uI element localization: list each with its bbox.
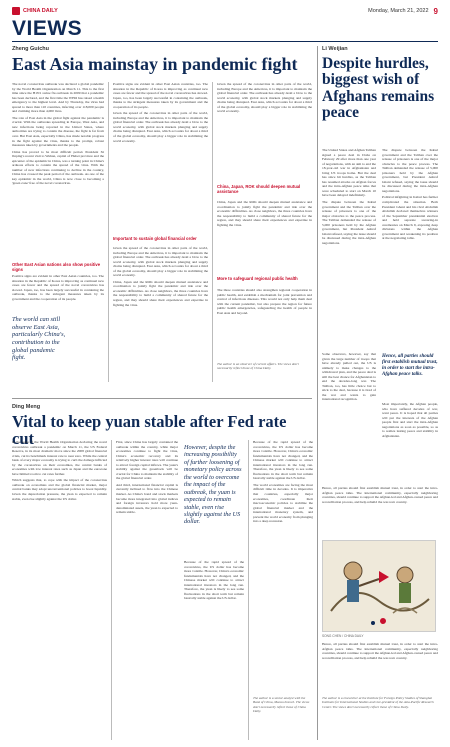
editorial-cartoon: [322, 540, 436, 632]
article-column: [113, 246, 208, 382]
section-rule: [12, 41, 438, 42]
article-column: [116, 440, 178, 740]
subhead: Important to sustain global financial order: [113, 236, 197, 241]
cartoon-illustration-icon: [323, 541, 436, 632]
article-column: [217, 288, 312, 358]
author-note: The author is an observer of current affairs. The views don't necessarily reflect those of China Daily.: [217, 362, 299, 371]
article-column: [382, 402, 438, 482]
headline-afghan: Despite hurdles, biggest wish of Afghans remains peace: [322, 55, 435, 121]
article-divider: [12, 398, 312, 399]
paragraph: Because of the rapid spread of the coronavirus, the US dollar has become more volatile. However, China's economic fundamentals have not changed, and the Chinese market will continue to attract international investors in the long run. Therefore, the yuan is likely to see some fluctuations in the short term but remain basically stable against the US dollar.: [253, 440, 313, 481]
paper-logo-icon: [12, 7, 20, 15]
paragraph: Political infighting in Kabul has further complicated the situation. Both President Ghani and his rival Abdullah Abdullah declared themselves winners of the September presidential election and held separate swearing-in ceremonies on March 9, exposing deep divisions within the Afghan government and weakening its position at the negotiating table.: [382, 195, 438, 241]
pull-quote: However, despite the increasing possibility of further loosening of monetary policy across the world to overcome the impact of the outbreak, the yuan is expected to remain stable, even rise slightly against the US dollar.: [184, 444, 242, 526]
subhead: More to safeguard regional public health: [217, 276, 298, 281]
headline-fed: Vital to keep yuan stable after Fed rate cut: [12, 412, 287, 449]
headline-pandemic: East Asia mainstay in pandemic fight: [12, 54, 298, 74]
page-header-bar: [12, 6, 438, 16]
paragraph: China, Japan and the ROK should deepen mutual assistance and coordination to jointly fight the pandemic and tide over the economic difficulties. As close neighbors, the three countries have the responsibility to build a community of shared future for the region, and they should share their experiences and expertise in fighting the virus.: [217, 200, 312, 227]
author-note: The author is a senior analyst with the Bank of China, Macau branch. The views don't necessarily reflect those of China Daily.: [253, 696, 310, 714]
paragraph: The novel coronavirus outbreak was declared a global pandemic by the World Health Organization on March 11. This is the first time since the H1N1 swine flu outbreak in 2009 that a pandemic has been declared, and the first time the WHO has raised a health emergency to the highest level. And by Thursday, the virus had spread to more than 110 countries, infecting over 118,000 people and claiming more than 4,000 lives.: [12, 82, 104, 114]
paragraph: Positive signs are evident in other East Asian countries, too. The situation in the Republic of Korea is improving as continual new cases are fewer and the spread of the novel coronavirus has slowed. Japan, too, has been largely successful in containing the outbreak, thanks to the stringent measures taken by its government and the cooperation of its people.: [12, 274, 104, 301]
column-divider: [248, 440, 249, 740]
paragraph: Hence, all parties should first establish mutual trust, in order to start the intra-Afghan peace talks. The international community, especially neighboring countries, should continue to support the Afghan-led and Afghan-owned peace and reconciliation process, and help rebuild the war-torn country.: [322, 642, 438, 660]
column-divider: [212, 82, 213, 382]
article-column: [322, 642, 438, 692]
article-column: [12, 440, 107, 740]
paragraph: China, Japan and the ROK should deepen mutual assistance and coordination to jointly fight the pandemic and tide over the economic difficulties. As close neighbors, the three countries have the responsibility to build a community of shared future for the region, and they should share their experiences and expertise in fighting the virus.: [113, 279, 208, 307]
subhead: Other East Asian nations also show positive signs: [12, 262, 101, 272]
article-column: [322, 148, 376, 348]
article-column: [217, 82, 312, 180]
paragraph: China has proved to be most difficult period. President Xi Jinping's recent visit to Wuhan, capital of Hubei province and the epicenter of the epidemic in China, was a turning point in China's arduous efforts to contain the spread of the virus. With the number of new infections continuing to decline in the country, China has crossed the peak period of the outbreak. As one of the key epidemic in the world, China is now close to becoming a 'green zone' free of the novel coronavirus.: [12, 149, 104, 186]
paragraph: Most importantly, the Afghan people, who have suffered decades of war, want peace. It is hoped that all parties will put the interests of the Afghan people first and start the intra-Afghan negotiations as soon as possible, so as to realize lasting peace and stability in Afghanistan.: [382, 402, 438, 438]
masthead-logo: [12, 7, 58, 15]
author-note: The author is a researcher at the Institute for Foreign Policy Studies of Shanghai Institutes for International Studies and vice-president of the Asia-Pacific Research Center. The views don't necessarily reflect those of China Daily.: [322, 696, 434, 709]
subhead: China, Japan, ROK should deepen mutual assistance: [217, 184, 301, 194]
article-column: [253, 440, 313, 692]
paragraph: Because of the rapid spread of the coronavirus, the US dollar has become more volatile. However, China's economic fundamentals have not changed, and the Chinese market will continue to attract international investors in the long run. Therefore, the yuan is likely to see some fluctuations in the short term but remain basically stable against the US dollar.: [184, 560, 244, 601]
paragraph: Positive signs are evident in other East Asian countries, too. The situation in the Republic of Korea is improving as continual new cases are fewer and the spread of the novel coronavirus has slowed. Japan, too, has been largely successful in containing the outbreak, thanks to the stringent measures taken by its government and the cooperation of its people.: [113, 82, 208, 109]
byline-fed: Ding Meng: [12, 404, 41, 410]
article-column: [382, 148, 438, 348]
article-column: [184, 560, 244, 740]
paragraph: Hence, all parties should first establish mutual trust, in order to start the intra-Afghan peace talks. The international community, especially neighboring countries, should continue to support the Afghan-led and Afghan-owned peace and reconciliation process, and help rebuild the war-torn country.: [322, 486, 438, 504]
page-number: 9: [433, 6, 438, 16]
article-column: [322, 352, 376, 482]
paragraph: Some observers, however, say that given the large number of troops that have already pulled out, the US is unlikely to make changes to the withdrawal plan, and the peace deal is still the best chance for Afghanistan to end the decades-long war. The Taliban, too, has little choice but to stick to the deal, because it is tired of the war and wants to gain international recognition.: [322, 352, 376, 402]
cartoon-credit: SONG CHEN / CHINA DAILY: [322, 634, 364, 638]
column-divider: [317, 46, 318, 740]
paragraph: In the wake of the World Health Organization declaring the novel coronavirus outbreak a pandemic on March 11, the US Federal Reserve, in its most dramatic move since the 2008 global financial crisis, cut its benchmark interest rate to near zero. While the central bank of every major economy is trying to curb the damage inflicted by the coronavirus on their economies, the central banks of economies with low interest rates such as Japan and the eurozone have limited room to cut rates further.: [12, 440, 107, 476]
paragraph: Given the spread of the coronavirus in other parts of the world, including Europe and the Americas, it is important to maintain the global financial order. The outbreak has already dealt a blow to the world economy, with global stock markets plunging and supply chains being disrupted. East Asia, which accounts for about a third of the global economy, should play a bigger role in stabilizing the world economy.: [113, 111, 208, 143]
paragraph: The dispute between the Kabul government and the Taliban over the release of prisoners is one of the major obstacles to the peace process. The Taliban demanded the release of 5,000 prisoners held by the Afghan government, but President Ashraf Ghani refused, saying the issue should be discussed during the intra-Afghan negotiations.: [382, 148, 438, 193]
issue-date: Monday, March 21, 2022: [368, 8, 429, 14]
paragraph: The United States and Afghan Taliban signed a peace deal in Doha on February 29 after more than one year of negotiations, with an aim to end the 18-year-old war in Afghanistan and bring US troops home. But the deal has since hit hurdles, as the Taliban has resumed attacks on Afghan forces and the intra-Afghan peace talks that were scheduled to start on March 10 have been delayed indefinitely.: [322, 148, 376, 198]
paragraph: Given the spread of the coronavirus in other parts of the world, including Europe and the Americas, it is important to maintain the global financial order. The outbreak has already dealt a blow to the world economy, with global stock markets plunging and supply chains being disrupted. East Asia, which accounts for about a third of the global economy, should play a bigger role in stabilizing the world economy.: [217, 82, 312, 114]
paragraph: The world economies are facing the most difficult time in decades. It is imperative that countries, especially major economies, coordinate their macroeconomic policies to stabilize the global financial market and the international monetary system, and prevent the world economy from plunging into a deep recession.: [253, 482, 313, 524]
paragraph: First, since China has largely contained the outbreak within the country, while major economies continue to fight the virus, China's economic recovery and its relatively higher interest rates will continue to attract foreign capital inflows. The yuan's stability against the greenback will be crucial for China to maintain the stability of the global financial order.: [116, 440, 178, 481]
byline-pandemic: Zheng Guichu: [12, 46, 49, 52]
section-title: VIEWS: [12, 17, 83, 40]
paper-name: CHINA DAILY: [23, 8, 58, 14]
paragraph: Which suggests that, to cope with the impact of the coronavirus outbreak on economies and the global financial market, major central banks may adopt unconventional policies to boost liquidity. Given the depreciation pressure, the yuan is expected to remain stable, even rise slightly against the US dollar.: [12, 478, 107, 501]
paragraph: And third, international financial capital is currently inclined to flow into the Chinese market. As China's bond and stock markets become more integrated into global indices and foreign investors hold more yuan-denominated assets, the yuan is expected to remain stable.: [116, 482, 178, 515]
paragraph: The three countries should also strengthen regional cooperation in public health, and establish a mechanism for joint prevention and control of infectious diseases. This would not only help them deal with the current pandemic, but also prepare the region for future public health emergencies, safeguarding the health of people in East Asia and beyond.: [217, 288, 312, 315]
column-divider: [108, 82, 109, 382]
column-divider: [111, 440, 112, 740]
paragraph: The role of East Asia in the global fight against the pandemic is crucial. With the outbreaks spreading in Europe, West Asia, and new infections being reported in the United States, where authorities are trying to contain the disease, the fight is far from over. But East Asia, especially China, has made notable progress in the fight against the virus, thanks to the prompt, robust measures taken by governments and the people.: [12, 115, 104, 148]
article-column: [12, 274, 104, 312]
paragraph: Given the spread of the coronavirus in other parts of the world, including Europe and the Americas, it is important to maintain the global financial order. The outbreak has already dealt a blow to the world economy, with global stock markets plunging and supply chains being disrupted. East Asia, which accounts for about a third of the global economy, should play a bigger role in stabilizing the world economy.: [113, 246, 208, 278]
byline-afghan: Li Weijian: [322, 46, 348, 52]
pull-quote: Hence, all parties should first establish mutual trust, in order to start the intra-Afghan peace talks.: [382, 354, 438, 377]
article-column: [217, 200, 312, 272]
pull-quote: The world can still observe East Asia, particularly China's, contribution to the global pandemic fight.: [12, 316, 66, 362]
paragraph: The dispute between the Kabul government and the Taliban over the release of prisoners is one of the major obstacles to the peace process. The Taliban demanded the release of 5,000 prisoners held by the Afghan government, but President Ashraf Ghani refused, saying the issue should be discussed during the intra-Afghan negotiations.: [322, 200, 376, 245]
article-column: [322, 486, 438, 536]
